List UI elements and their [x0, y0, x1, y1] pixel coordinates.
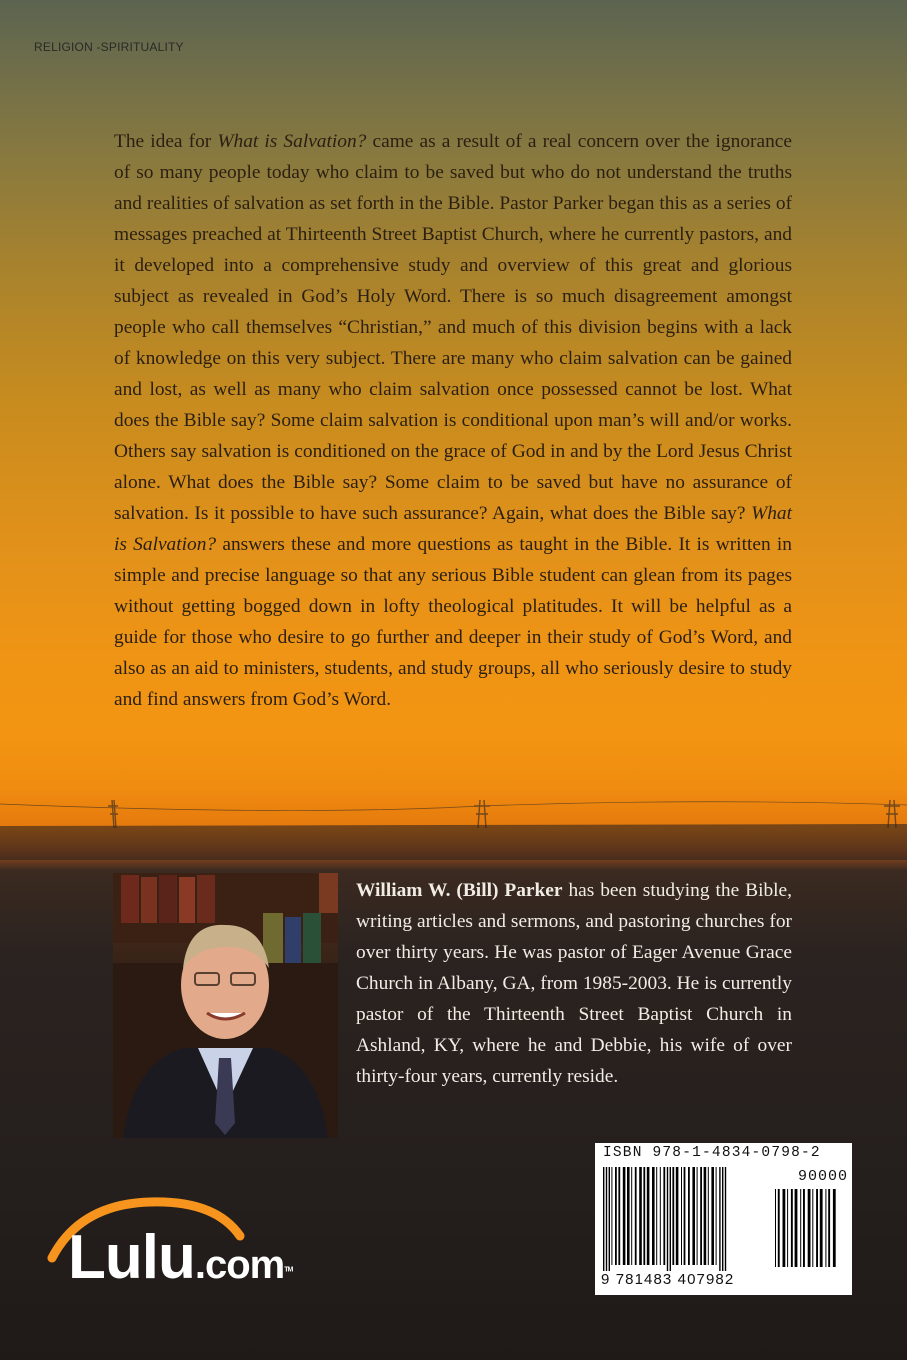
barcode-bar: [725, 1167, 726, 1271]
barcode-bar: [643, 1167, 645, 1265]
author-photo: [113, 873, 338, 1138]
addon-barcode-bar: [795, 1189, 798, 1267]
barcode-bar: [672, 1167, 674, 1265]
addon-barcode-bar: [828, 1189, 830, 1267]
author-bio-text: has been studying the Bible, writing articles and sermons, and pastoring churches for over thirty years. He was pastor of Eager Avenue Grace Church in Albany, GA, from 1985-2003. He is currently pastor of the Thirteenth Street Baptist Church in Ashland, KY, where he and Debbie, his wife of over thirty-four years, currently reside.: [356, 880, 792, 1087]
barcode-bar: [681, 1167, 682, 1265]
lulu-logo-wordmark: [68, 1222, 292, 1293]
barcode-bar: [606, 1167, 607, 1271]
blurb-text-part-1: The idea for: [114, 131, 218, 152]
barcode-bar: [704, 1167, 707, 1265]
barcode-bar: [716, 1167, 717, 1265]
barcode-bar: [603, 1167, 604, 1271]
addon-barcode-bar: [833, 1189, 836, 1267]
lulu-logo: [40, 1196, 340, 1306]
addon-barcode-bar: [820, 1189, 823, 1267]
author-name: William W. (Bill) Parker: [356, 880, 563, 901]
barcode-bar: [676, 1167, 679, 1265]
addon-barcode-bar: [787, 1189, 788, 1267]
addon-barcode-bar: [791, 1189, 793, 1267]
barcode-bar: [652, 1167, 655, 1265]
barcode-bars: [601, 1167, 769, 1271]
category-label: RELIGION -SPIRITUALITY: [34, 40, 184, 54]
addon-barcode-bar: [800, 1189, 801, 1267]
lulu-logo-tm: TM: [284, 1266, 293, 1274]
barcode-bar: [711, 1167, 714, 1265]
price-code: 90000: [797, 1168, 848, 1185]
barcode-bar: [609, 1167, 610, 1271]
barcode-bar: [670, 1167, 671, 1271]
blurb-text-part-2: came as a result of a real concern over the ignorance of so many people today who claim to be saved but who do not understand the truths and realities of salvation as set forth in the Bible. Pastor Parker began this as a series of messages preached at Thirteenth Street Baptist Church, where he currently pastors, and it developed into a comprehensive study and overview of this great and glorious subject as revealed in God’s Holy Word. There is so much disagreement amongst people who call themselves “Christian,” and much of this division begins with a lack of knowledge on this very subject. There are many who claim salvation can be gained and lost, as well as many who claim salvation once possessed cannot be lost. What does the Bible say? Some claim salvation is conditional upon man’s will and/or works. Others say salvation is conditioned on the grace of God in and by the Lord Jesus Christ alone. What does the Bible say? Some claim to be saved but have no assurance of salvation. Is it possible to have such assurance? Again, what does the Bible say?: [114, 131, 792, 524]
book-title-italic: What is Salvation?: [217, 131, 367, 152]
barcode-digits: 9 781483 407982: [601, 1271, 735, 1288]
barcode-bar: [708, 1167, 709, 1265]
barcode-bar: [656, 1167, 657, 1265]
barcode-bar: [639, 1167, 642, 1265]
barcode-bar: [631, 1167, 632, 1265]
isbn-barcode: [595, 1143, 852, 1295]
barcode-bar: [688, 1167, 690, 1265]
barcode-bar: [647, 1167, 650, 1265]
barcode-bar: [722, 1167, 723, 1271]
addon-barcode-bar: [816, 1189, 818, 1267]
addon-barcode-bar: [825, 1189, 826, 1267]
barcode-bar: [697, 1167, 698, 1265]
book-title-italic-2: What is Salvation?: [114, 503, 792, 555]
addon-barcode-bar: [783, 1189, 786, 1267]
addon-barcode-bar: [808, 1189, 811, 1267]
horizon-power-lines: [0, 800, 907, 860]
barcode-bar: [660, 1167, 661, 1265]
addon-barcode-bar: [803, 1189, 805, 1267]
barcode-bar: [684, 1167, 686, 1265]
back-cover-blurb: [114, 126, 792, 715]
barcode-bar: [667, 1167, 668, 1271]
barcode-bar: [719, 1167, 720, 1271]
author-portrait-illustration: [113, 873, 338, 1138]
barcode-bar: [615, 1167, 617, 1265]
barcode-bar: [627, 1167, 630, 1265]
addon-barcode-bar: [778, 1189, 780, 1267]
blurb-text-part-3: answers these and more questions as taught in the Bible. It is written in simple and precise language so that any serious Bible student can glean from its pages without getting bogged down in lofty theological platitudes. It will be helpful as a guide for those who desire to go further and deeper in their study of God’s Word, and also as an aid to ministers, students, and study groups, all who seriously desire to study and find answers from God’s Word.: [114, 534, 792, 710]
addon-barcode-bar: [812, 1189, 813, 1267]
barcode-bar: [700, 1167, 702, 1265]
addon-barcode-bar: [775, 1189, 776, 1267]
lulu-logo-name: Lulu: [68, 1223, 195, 1292]
barcode-bar: [635, 1167, 637, 1265]
barcode-bar: [611, 1167, 612, 1265]
barcode-bar: [692, 1167, 695, 1265]
isbn-label: ISBN 978-1-4834-0798-2: [603, 1145, 821, 1161]
lulu-logo-suffix: .com: [194, 1243, 285, 1287]
addon-barcode-bars: [773, 1189, 847, 1271]
barcode-bar: [618, 1167, 620, 1265]
author-bio: [356, 875, 792, 1092]
barcode-bar: [623, 1167, 626, 1265]
barcode-bar: [663, 1167, 665, 1265]
